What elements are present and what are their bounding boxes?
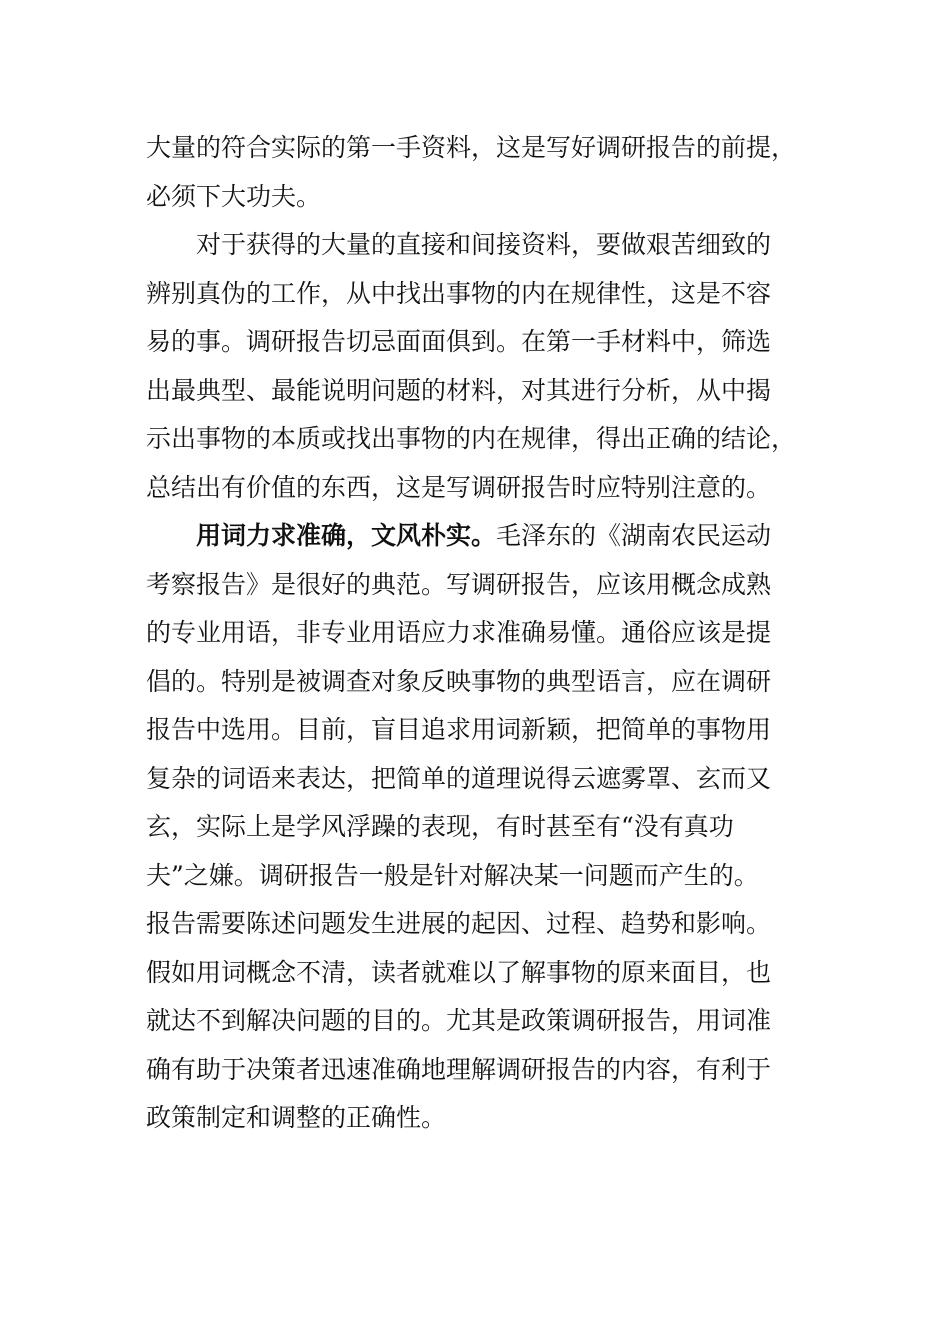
paragraph-3-line-10: 假如用词概念不清，读者就难以了解事物的原来面目，也 bbox=[146, 957, 772, 987]
paragraph-2-line-1: 对于获得的大量的直接和间接资料，要做艰苦细致的 bbox=[196, 230, 772, 259]
section-heading: 用词力求准确，文风朴实。 bbox=[196, 521, 497, 550]
paragraph-3-line-5: 报告中选用。目前，盲目追求用词新颖，把简单的事物用 bbox=[146, 715, 772, 744]
paragraph-3-line-6: 复杂的词语来表达，把简单的道理说得云遮雾罩、玄而又 bbox=[146, 763, 772, 793]
paragraph-3-line-12: 确有助于决策者迅速准确地理解调研报告的内容，有利于 bbox=[146, 1054, 772, 1084]
paragraph-2-line-2: 辨别真伪的工作，从中找出事物的内在规律性，这是不容 bbox=[146, 278, 772, 308]
body-text bbox=[146, 124, 806, 1143]
paragraph-2-line-4: 出最典型、最能说明问题的材料，对其进行分析，从中揭 bbox=[146, 375, 772, 405]
paragraph-2-line-6: 总结出有价值的东西，这是写调研报告时应特别注意的。 bbox=[146, 472, 772, 502]
paragraph-3-line-4: 倡的。特别是被调查对象反映事物的典型语言，应在调研 bbox=[146, 666, 772, 696]
paragraph-3-line-3: 的专业用语，非专业用语应力求准确易懂。通俗应该是提 bbox=[146, 618, 772, 647]
paragraph-3-line-13: 政策制定和调整的正确性。 bbox=[146, 1103, 447, 1132]
paragraph-3-line-1-rest: 毛泽东的《湖南农民运动 bbox=[496, 521, 772, 550]
paragraph-3-line-7: 玄，实际上是学风浮躁的表现，有时甚至有“没有真功 bbox=[146, 812, 734, 841]
paragraph-3-line-2: 考察报告》是很好的典范。写调研报告，应该用概念成熟 bbox=[146, 569, 772, 599]
paragraph-3-line-11: 就达不到解决问题的目的。尤其是政策调研报告，用词准 bbox=[146, 1006, 772, 1035]
paragraph-2-line-5: 示出事物的本质或找出事物的内在规律，得出正确的结论， bbox=[146, 424, 797, 453]
paragraph-3-line-9: 报告需要陈述问题发生进展的起因、过程、趋势和影响。 bbox=[146, 909, 772, 938]
paragraph-3-line-1 bbox=[146, 512, 806, 561]
paragraph-2-line-3: 易的事。调研报告切忌面面俱到。在第一手材料中，筛选 bbox=[146, 327, 772, 356]
paragraph-1-line-2: 必须下大功夫。 bbox=[146, 181, 322, 211]
paragraph-1-line-1: 大量的符合实际的第一手资料，这是写好调研报告的前提， bbox=[146, 133, 797, 162]
paragraph-3-line-8: 夫”之嫌。调研报告一般是针对解决某一问题而产生的。 bbox=[146, 860, 759, 890]
